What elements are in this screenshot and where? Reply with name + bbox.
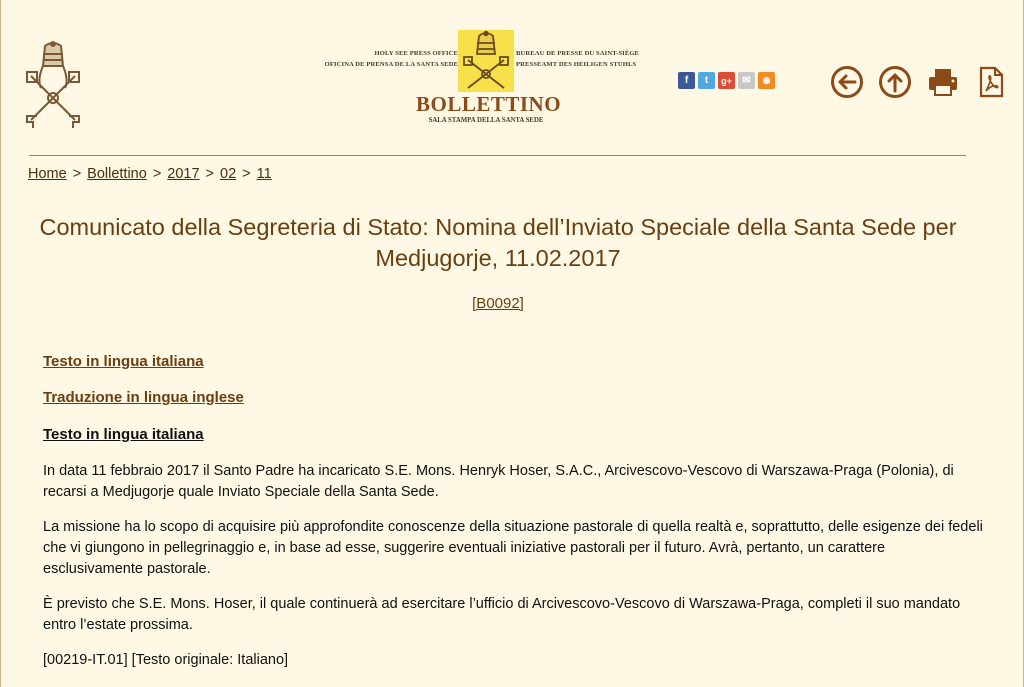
header-divider: [29, 155, 966, 156]
link-english-translation[interactable]: Traduzione in lingua inglese: [43, 389, 244, 406]
masthead-emblem-box: [458, 30, 514, 92]
breadcrumb-bollettino[interactable]: Bollettino: [87, 166, 147, 182]
masthead-subtitle: SALA STAMPA DELLA SANTA SEDE: [428, 117, 544, 124]
bulletin-reference-link[interactable]: [B0092]: [472, 295, 524, 312]
google-plus-icon[interactable]: g+: [718, 72, 735, 89]
twitter-icon[interactable]: t: [698, 72, 715, 89]
office-name-de: PRESSEAMT DES HEILIGEN STUHLS: [516, 61, 637, 68]
office-name-es: OFICINA DE PRENSA DE LA SANTA SEDE: [324, 61, 458, 68]
rss-icon[interactable]: ◉: [758, 72, 775, 89]
breadcrumb-separator: >: [72, 166, 82, 182]
page-header: [1, 0, 1024, 150]
facebook-icon[interactable]: f: [678, 72, 695, 89]
page-title: Comunicato della Segreteria di Stato: Nomina dell’Inviato Speciale della Santa Sede per Medjugorje, 11.02.2017: [39, 214, 957, 271]
masthead-title: BOLLETTINO: [416, 92, 562, 116]
breadcrumb-home[interactable]: Home: [28, 166, 67, 182]
office-name-fr: BUREAU DE PRESSE DU SAINT-SIÈGE: [516, 50, 640, 57]
breadcrumb-separator: >: [205, 166, 215, 182]
scroll-top-button[interactable]: [877, 64, 913, 100]
article-reference-code: [00219-IT.01] [Testo originale: Italiano]: [43, 652, 289, 668]
bollettino-masthead[interactable]: [324, 30, 646, 130]
breadcrumb-separator: >: [242, 166, 251, 182]
arrow-left-icon: [830, 65, 864, 99]
article-paragraph: La missione ha lo scopo di acquisire più approfondite conoscenze della situazione pastorale di quella realtà e, soprattutto, delle esigenze dei fedeli che vi giungono in pellegrinaggio e, in base ad esse, suggerire eventuali iniziative pastorali per il futuro. Avrà, pertanto, un carattere esclusivamente pastorale.: [43, 519, 983, 577]
print-button[interactable]: [925, 64, 961, 100]
bulletin-reference: [31, 295, 965, 312]
pdf-button[interactable]: [973, 64, 1009, 100]
back-button[interactable]: [829, 64, 865, 100]
link-italian-text[interactable]: Testo in lingua italiana: [43, 353, 204, 370]
social-share-bar: [678, 72, 775, 89]
arrow-up-icon: [878, 65, 912, 99]
article-paragraph: È previsto che S.E. Mons. Hoser, il quale continuerà ad esercitare l’ufficio di Arcivescovo-Vescovo di Warszawa-Praga, completi il suo mandato entro l’estate prossima.: [43, 596, 961, 633]
breadcrumb-year[interactable]: 2017: [167, 166, 200, 182]
breadcrumb-day[interactable]: 11: [256, 166, 272, 182]
email-icon[interactable]: ✉: [738, 72, 755, 89]
breadcrumb-month[interactable]: 02: [220, 166, 237, 182]
printer-icon: [926, 65, 960, 99]
pdf-icon: [974, 65, 1008, 99]
page-tools: [829, 64, 1009, 100]
office-name-en: HOLY SEE PRESS OFFICE: [374, 50, 458, 57]
article-paragraph: In data 11 febbraio 2017 il Santo Padre ha incaricato S.E. Mons. Henryk Hoser, S.A.C., Arcivescovo-Vescovo di Warszawa-Praga (Polonia), di recarsi a Medjugorje quale Inviato Speciale della Santa Sede.: [43, 463, 954, 500]
papal-crest-icon: [23, 40, 83, 130]
papal-emblem-icon: [458, 30, 514, 92]
breadcrumb-separator: >: [152, 166, 162, 182]
section-heading-italian: Testo in lingua italiana: [43, 426, 204, 443]
breadcrumb: [28, 166, 272, 182]
